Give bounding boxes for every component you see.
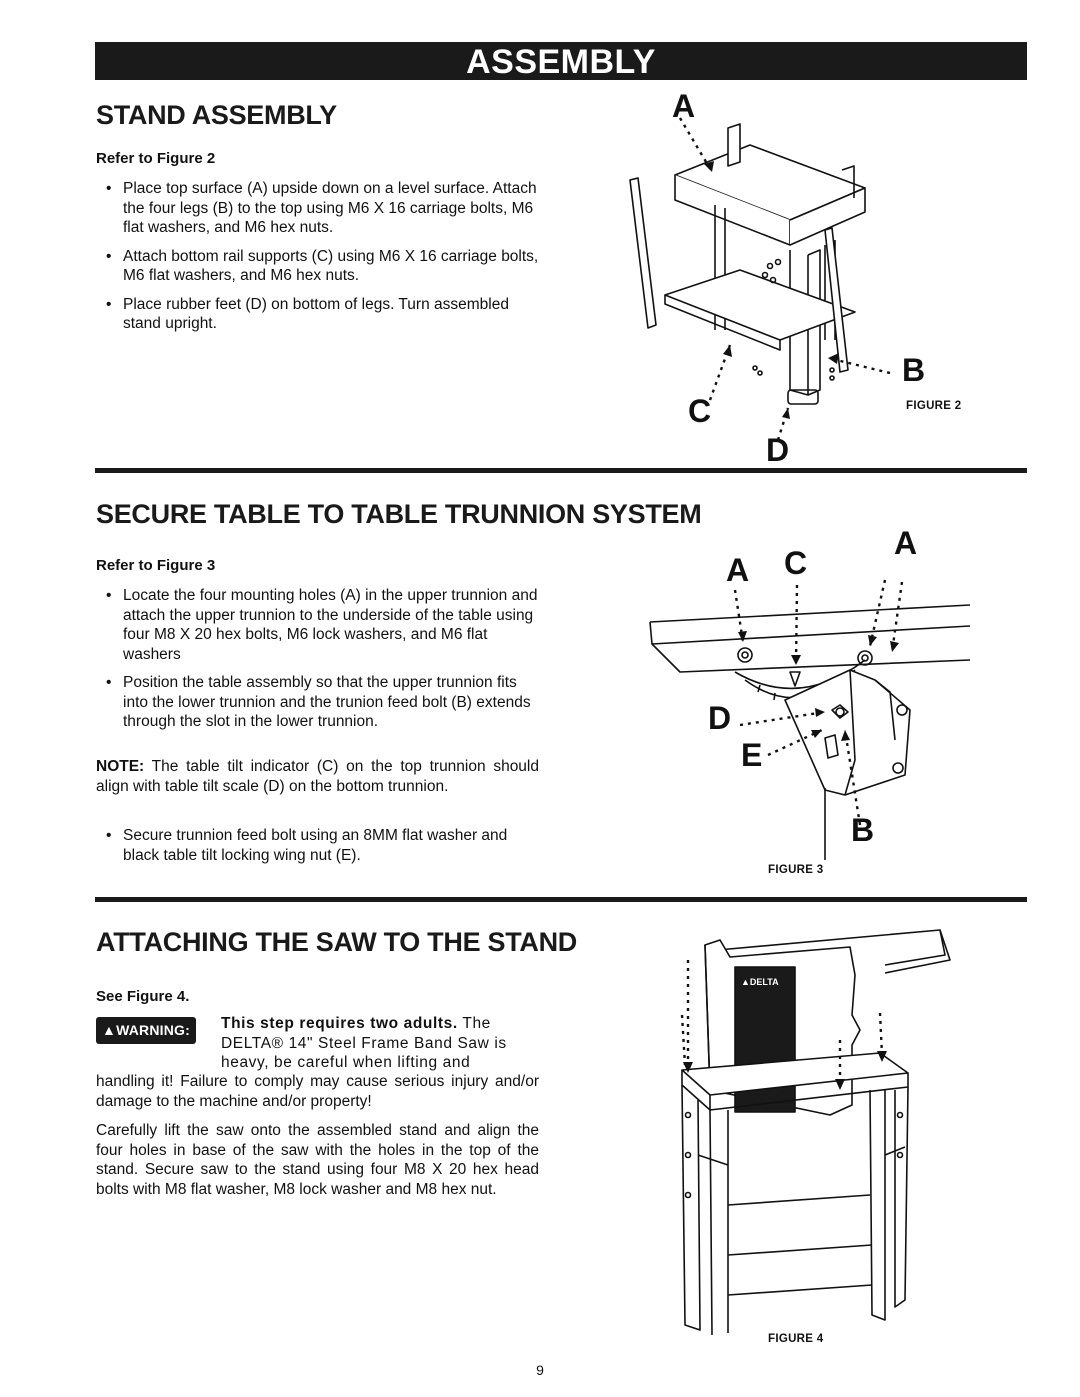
attaching-saw-heading: ATTACHING THE SAW TO THE STAND bbox=[96, 927, 577, 957]
figure-2-stand-illustration bbox=[620, 90, 1030, 470]
figure-4-saw-on-stand-illustration bbox=[640, 915, 970, 1335]
figure-3-label-c: C bbox=[784, 545, 808, 581]
see-figure-4: See Figure 4. bbox=[96, 988, 190, 1005]
figure-2-label-c: C bbox=[688, 393, 712, 429]
list-item: • Place rubber feet (D) on bottom of legs. Turn assembled stand upright. bbox=[100, 295, 540, 334]
stand-assembly-heading: STAND ASSEMBLY bbox=[96, 100, 337, 130]
delta-logo: ▲DELTA bbox=[741, 977, 779, 987]
refer-figure-2: Refer to Figure 2 bbox=[96, 150, 216, 167]
refer-figure-3: Refer to Figure 3 bbox=[96, 557, 216, 574]
secure-table-steps bbox=[100, 586, 540, 741]
page-banner: ASSEMBLY bbox=[95, 42, 1027, 80]
list-item: • Secure trunnion feed bolt using an 8MM flat washer and black table tilt locking wing nut (E). bbox=[100, 826, 540, 865]
figure-2-label-d: D bbox=[766, 432, 790, 468]
figure-3-label-b: B bbox=[851, 812, 875, 848]
figure-2-caption: FIGURE 2 bbox=[906, 400, 962, 412]
list-item: • Locate the four mounting holes (A) in the upper trunnion and attach the upper trunnion to the underside of the table using four M8 X 20 hex bolts, M6 lock washers, and M6 flat washers bbox=[100, 586, 540, 664]
warning-lead: This step requires two adults. bbox=[221, 1015, 458, 1032]
list-item: • Attach bottom rail supports (C) using M6 X 16 carriage bolts, M6 flat washers, and M6 hex nuts. bbox=[100, 247, 540, 286]
warning-tail: handling it! Failure to comply may cause serious injury and/or damage to the machine and/or property! bbox=[96, 1073, 539, 1110]
note-text: The table tilt indicator (C) on the top trunnion should align with table tilt scale (D) on the bottom trunnion. bbox=[96, 758, 539, 795]
figure-3-label-e: E bbox=[741, 737, 763, 773]
warning-badge-label: WARNING: bbox=[116, 1022, 190, 1038]
warning-badge bbox=[96, 1017, 196, 1044]
note-label: NOTE: bbox=[96, 758, 145, 775]
note-paragraph bbox=[96, 757, 539, 796]
section-divider bbox=[95, 468, 1027, 473]
warning-intro bbox=[221, 1014, 539, 1073]
figure-3-label-a-left: A bbox=[726, 552, 750, 588]
warning-line-2: DELTA® 14" Steel Frame Band Saw is bbox=[221, 1034, 507, 1052]
secure-table-steps-2 bbox=[100, 826, 540, 874]
stand-assembly-steps bbox=[100, 179, 540, 343]
figure-3-label-d: D bbox=[708, 700, 732, 736]
warning-rest: The bbox=[457, 1015, 491, 1032]
figure-3-caption: FIGURE 3 bbox=[768, 864, 824, 876]
figure-3-label-a-right: A bbox=[894, 525, 918, 561]
figure-2-label-a: A bbox=[672, 88, 696, 124]
figure-2-label-b: B bbox=[902, 352, 926, 388]
attach-instructions: Carefully lift the saw onto the assembled stand and align the four holes in base of the saw with the holes in the top of the stand. Secure saw to the stand using four M8 X 20 hex head bolts with M8 flat washer, M8 lock washer and M8 hex nut. bbox=[96, 1122, 539, 1198]
figure-4-caption: FIGURE 4 bbox=[768, 1333, 824, 1345]
warning-block bbox=[96, 1014, 539, 1111]
secure-table-heading: SECURE TABLE TO TABLE TRUNNION SYSTEM bbox=[96, 499, 702, 529]
list-item: • Position the table assembly so that the upper trunnion fits into the lower trunnion and the trunion feed bolt (B) extends through the slot in the lower trunnion. bbox=[100, 673, 540, 732]
warning-triangle-icon: ▲ bbox=[102, 1022, 117, 1038]
warning-line-3: heavy, be careful when lifting and bbox=[221, 1054, 471, 1071]
figure-3-trunnion-illustration bbox=[640, 560, 980, 860]
list-item: • Place top surface (A) upside down on a level surface. Attach the four legs (B) to the top using M6 X 16 carriage bolts, M6 flat washers, and M6 hex nuts. bbox=[100, 179, 540, 238]
page-number: 9 bbox=[536, 1362, 544, 1378]
section-divider bbox=[95, 897, 1027, 902]
